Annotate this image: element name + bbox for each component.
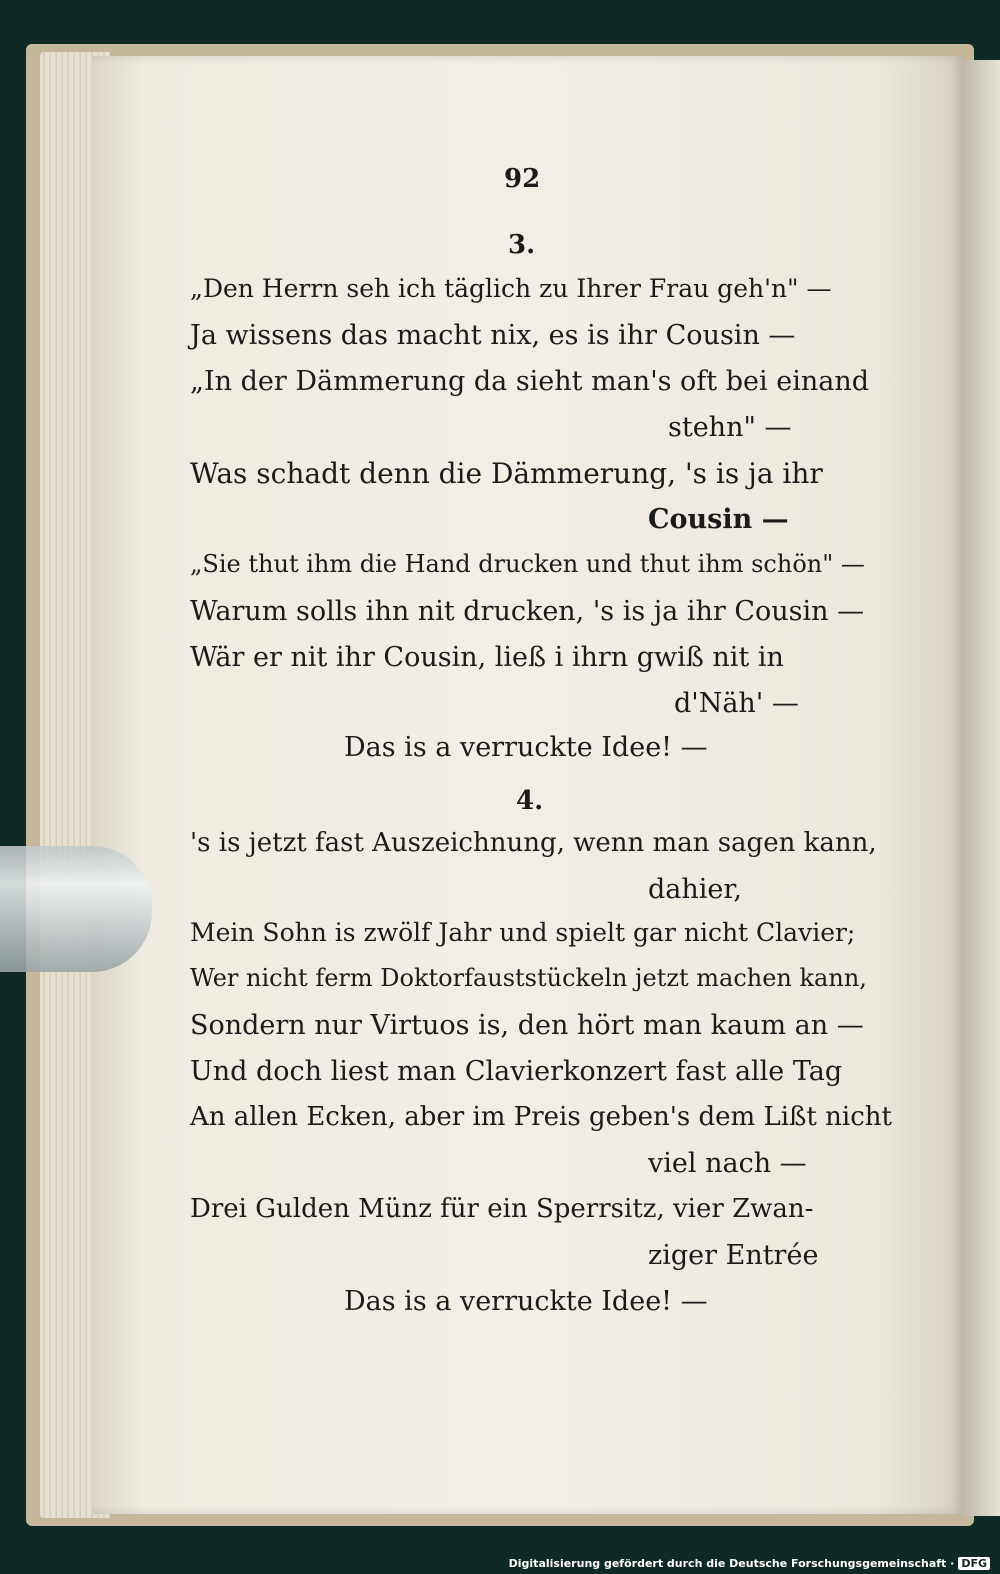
- stanza-3-line-6: Cousin —: [648, 504, 789, 535]
- stanza-3-line-1: „Den Herrn seh ich täglich zu Ihrer Frau geh'n" —: [190, 274, 832, 303]
- stanza-4-line-6: Und doch liest man Clavierkonzert fast alle Tag: [190, 1056, 843, 1087]
- dfg-logo: DFG: [958, 1557, 990, 1570]
- stanza-3-line-8: Warum solls ihn nit drucken, 's is ja ihr Cousin —: [190, 596, 865, 627]
- stanza-4-line-5: Sondern nur Virtuos is, den hört man kaum an —: [190, 1010, 864, 1041]
- stanza-4-number: 4.: [516, 786, 544, 816]
- stanza-4-line-10: ziger Entrée: [648, 1240, 819, 1271]
- footer-text: Digitalisierung gefördert durch die Deutsche Forschungsgemeinschaft ·: [508, 1557, 955, 1570]
- stanza-3-line-4: stehn" —: [668, 412, 792, 443]
- stanza-4-line-1: 's is jetzt fast Auszeichnung, wenn man sagen kann,: [190, 828, 877, 858]
- page-clip: [0, 846, 152, 972]
- stanza-4-line-4: Wer nicht ferm Doktorfauststückeln jetzt machen kann,: [190, 964, 867, 992]
- stanza-4-line-8: viel nach —: [648, 1148, 807, 1179]
- stanza-3-line-10: d'Näh' —: [674, 688, 799, 719]
- stanza-3-line-2: Ja wissens das macht nix, es is ihr Cousin —: [190, 320, 796, 351]
- stanza-4-line-11: Das is a verruckte Idee! —: [344, 1286, 708, 1317]
- stanza-3-number: 3.: [508, 230, 536, 260]
- stanza-3-line-11: Das is a verruckte Idee! —: [344, 732, 708, 763]
- stanza-3-line-3: „In der Dämmerung da sieht man's oft bei einand: [190, 366, 869, 397]
- digitization-footer: [505, 1556, 994, 1571]
- stanza-4-line-9: Drei Gulden Münz für ein Sperrsitz, vier Zwan-: [190, 1194, 814, 1224]
- stanza-4-line-3: Mein Sohn is zwölf Jahr und spielt gar nicht Clavier;: [190, 918, 856, 947]
- page-number: 92: [504, 164, 541, 194]
- stanza-3-line-9: Wär er nit ihr Cousin, ließ i ihrn gwiß nit in: [190, 642, 784, 673]
- stanza-3-line-5: Was schadt denn die Dämmerung, 's is ja ihr: [190, 457, 823, 490]
- stanza-3-line-7: „Sie thut ihm die Hand drucken und thut ihm schön" —: [190, 550, 865, 578]
- stanza-4-line-7: An allen Ecken, aber im Preis geben's dem Lißt nicht: [190, 1102, 892, 1132]
- stanza-4-line-2: dahier,: [648, 874, 742, 905]
